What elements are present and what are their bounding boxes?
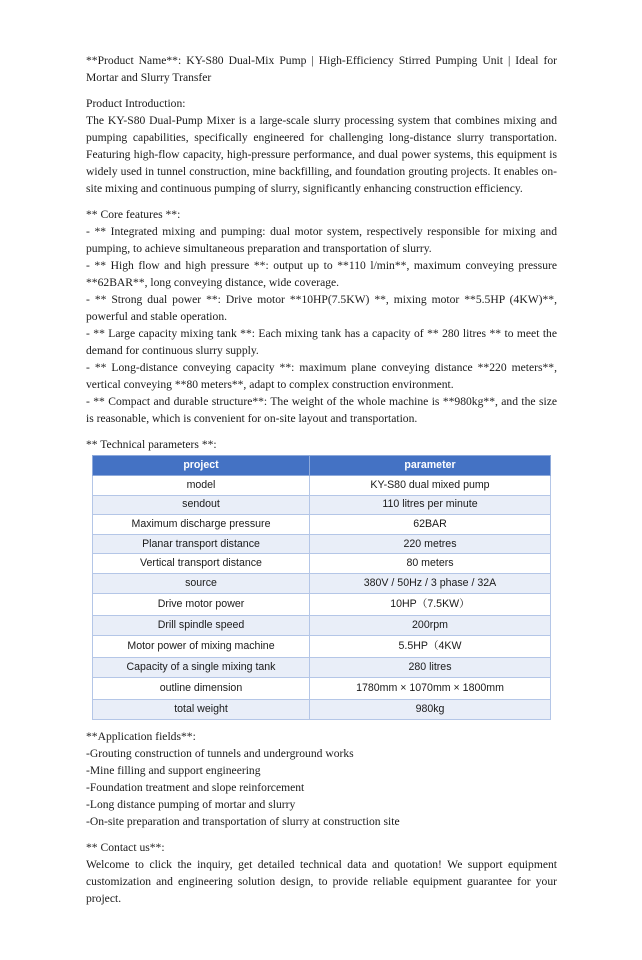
application-item: -On-site preparation and transportation of slurry at construction site	[86, 814, 400, 828]
row-value: 5.5HP（4KW	[310, 635, 551, 658]
product-name-label: **Product Name**:	[86, 54, 182, 67]
spec-table-header	[93, 456, 551, 476]
table-row	[93, 534, 551, 554]
product-name-text: KY-S80 Dual-Mix Pump | High-Efficiency Stirred Pumping Unit | Ideal for Mortar and Slurry Transfer	[86, 54, 557, 84]
row-value: 110 litres per minute	[310, 495, 551, 515]
row-label: Maximum discharge pressure	[93, 515, 310, 535]
intro-body: The KY-S80 Dual-Pump Mixer is a large-scale slurry processing system that combines mixing and pumping capabilities, specifically engineered for challenging long-distance slurry transportation. Featuring high-flow capacity, high-pressure performance, and dual power systems, this equipment is widely used in tunnel construction, mine backfilling, and foundation grouting projects. It enables on-site mixing and continuous pumping of slurry, significantly enhancing construction efficiency.	[86, 114, 557, 195]
row-label: Drill spindle speed	[93, 616, 310, 636]
table-row	[93, 700, 551, 720]
core-feature-item: - ** Long-distance conveying capacity **: maximum plane conveying distance **220 meters**, vertical conveying **80 meters**, adapt to complex construction environment.	[86, 361, 557, 391]
row-value: 380V / 50Hz / 3 phase / 32A	[310, 573, 551, 593]
row-value: 62BAR	[310, 515, 551, 535]
application-item: -Mine filling and support engineering	[86, 763, 261, 777]
row-label: total weight	[93, 700, 310, 720]
row-value: 200rpm	[310, 616, 551, 636]
row-label: outline dimension	[93, 677, 310, 700]
row-label: Drive motor power	[93, 593, 310, 616]
core-features-heading: ** Core features **:	[86, 208, 181, 221]
row-label: model	[93, 476, 310, 496]
row-label: Vertical transport distance	[93, 554, 310, 574]
core-feature-item: - ** Strong dual power **: Drive motor **10HP(7.5KW) **, mixing motor **5.5HP (4KW)**, powerful and stable operation.	[86, 293, 557, 323]
row-label: Planar transport distance	[93, 534, 310, 554]
tech-params-heading: ** Technical parameters **:	[86, 438, 217, 451]
row-value: 280 litres	[310, 658, 551, 678]
core-feature-item: - ** Compact and durable structure**: The weight of the whole machine is **980kg**, and the size is reasonable, which is convenient for on-site layout and transportation.	[86, 395, 557, 425]
row-value: 10HP（7.5KW）	[310, 593, 551, 616]
contact-body: Welcome to click the inquiry, get detailed technical data and quotation! We support equipment customization and engineering solution design, to provide reliable equipment guarantee for your project.	[86, 857, 557, 905]
row-value: 220 metres	[310, 534, 551, 554]
core-feature-item: - ** High flow and high pressure **: output up to **110 l/min**, maximum conveying pressure **62BAR**, long conveying distance, wide coverage.	[86, 259, 557, 289]
table-row	[93, 554, 551, 574]
row-value: 980kg	[310, 700, 551, 720]
application-item: -Grouting construction of tunnels and underground works	[86, 746, 354, 760]
row-label: source	[93, 573, 310, 593]
column-header-project: project	[93, 456, 310, 476]
column-header-parameter: parameter	[310, 456, 551, 476]
table-row	[93, 476, 551, 496]
table-row	[93, 515, 551, 535]
core-feature-item: - ** Integrated mixing and pumping: dual motor system, respectively responsible for mixing and pumping, to achieve simultaneous preparation and transportation of slurry.	[86, 225, 557, 255]
row-value: KY-S80 dual mixed pump	[310, 476, 551, 496]
row-label: Motor power of mixing machine	[93, 635, 310, 658]
intro-heading: Product Introduction:	[86, 97, 186, 110]
contact-heading: ** Contact us**:	[86, 840, 165, 854]
table-row	[93, 593, 551, 616]
row-value: 1780mm × 1070mm × 1800mm	[310, 677, 551, 700]
table-row	[93, 573, 551, 593]
application-item: -Long distance pumping of mortar and slurry	[86, 797, 296, 811]
core-feature-item: - ** Large capacity mixing tank **: Each mixing tank has a capacity of ** 280 litres ** to meet the demand for continuous slurry supply.	[86, 327, 557, 357]
application-heading: **Application fields**:	[86, 729, 196, 743]
document-page	[86, 52, 557, 907]
spec-table	[92, 455, 551, 720]
table-row	[93, 635, 551, 658]
row-value: 80 meters	[310, 554, 551, 574]
product-name-line	[86, 52, 557, 86]
application-item: -Foundation treatment and slope reinforcement	[86, 780, 305, 794]
row-label: Capacity of a single mixing tank	[93, 658, 310, 678]
table-row	[93, 677, 551, 700]
table-row	[93, 658, 551, 678]
table-row	[93, 495, 551, 515]
row-label: sendout	[93, 495, 310, 515]
table-row	[93, 616, 551, 636]
